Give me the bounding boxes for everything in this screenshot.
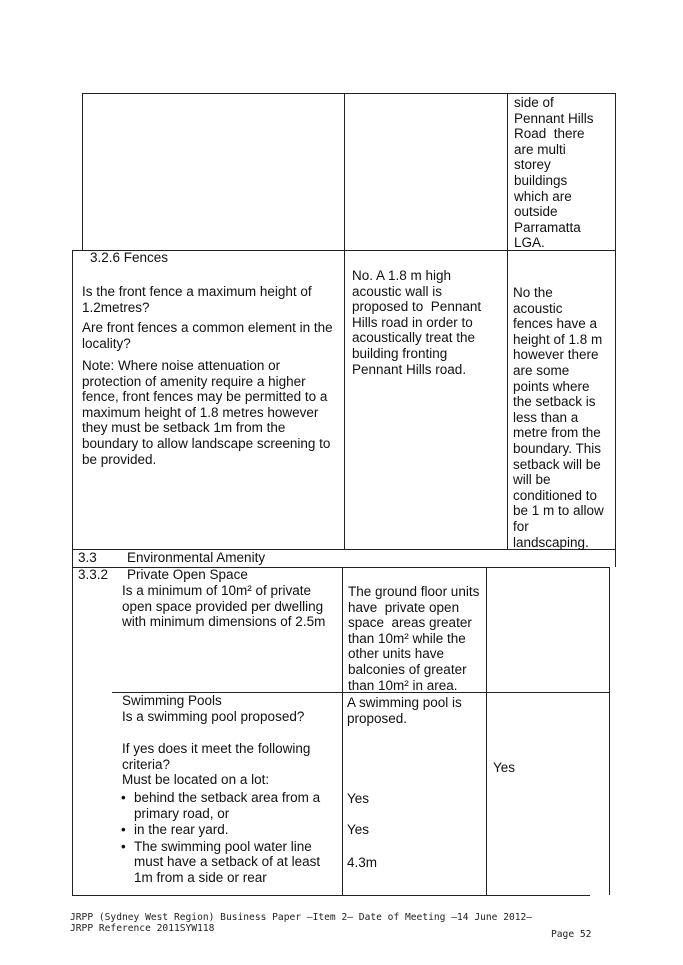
fences-question-height: [82, 284, 312, 315]
rule-right: [615, 93, 616, 567]
text-line: protection of amenity require a higher: [82, 373, 306, 389]
footer-business-paper: JRPP (Sydney West Region) Business Paper –Item 2– Date of Meeting –14 June 2012–: [70, 912, 533, 923]
fences-question-common: [82, 320, 333, 351]
text-line: storey: [514, 157, 551, 173]
text-line: height of 1.8 m: [513, 331, 603, 347]
fences-heading: 3.2.6 Fences: [90, 250, 169, 265]
text-line: Is a minimum of 10m² of private: [122, 583, 312, 598]
text-line: Pennant Hills road.: [352, 361, 467, 377]
pool-compliance: Yes: [493, 760, 516, 775]
text-line: Hills road in order to: [352, 314, 473, 330]
text-line: Are front fences a common element in the: [82, 320, 333, 335]
text-line: buildings: [514, 172, 568, 188]
rule-top: [82, 93, 616, 94]
text-line: for: [513, 518, 529, 534]
rule-bottom: [72, 895, 590, 896]
text-line: Note: Where noise attenuation or: [82, 358, 281, 373]
rule-left-top: [82, 93, 83, 250]
text-line: less than a: [513, 409, 579, 425]
text-line: Pennant Hills: [514, 110, 594, 126]
text-line: than 10m² while the: [348, 630, 466, 646]
footer-reference: JRPP Reference 2011SYW118: [70, 923, 215, 934]
pool-criteria: [122, 741, 310, 788]
text-line: criteria?: [122, 756, 171, 772]
pool-question: Is a swimming pool proposed?: [122, 709, 305, 724]
text-line: • The swimming pool water line: [134, 838, 312, 854]
text-line: space areas greater: [348, 615, 472, 631]
text-line: than 10m² in area.: [348, 677, 458, 693]
rule-col2: [344, 93, 345, 549]
text-line: Road there: [514, 126, 585, 142]
text-line: will be: [513, 472, 551, 488]
text-line: No. A 1.8 m high: [352, 268, 452, 283]
text-line: landscaping.: [513, 534, 589, 550]
continuation-compliance: [514, 95, 594, 251]
text-line: acoustic wall is: [352, 283, 443, 299]
text-line: primary road, or: [134, 805, 230, 821]
text-line: conditioned to: [513, 487, 598, 503]
pos-control: [122, 583, 325, 630]
rule-left: [72, 250, 73, 692]
text-line: be 1 m to allow: [513, 503, 604, 519]
text-line: building fronting: [352, 345, 448, 361]
text-line: are some: [513, 362, 570, 378]
text-line: have private open: [348, 599, 460, 615]
text-line: are multi: [514, 141, 566, 157]
text-line: A swimming pool is: [347, 695, 462, 710]
text-line: acoustic: [513, 300, 563, 316]
text-line: 1m from a side or rear: [134, 869, 267, 885]
rule-right-b: [609, 567, 610, 895]
text-line: proposed to Pennant: [352, 299, 482, 315]
list-item: [119, 839, 320, 886]
text-line: • behind the setback area from a: [134, 790, 321, 805]
fences-compliance: [513, 285, 604, 550]
text-line: If yes does it meet the following: [122, 741, 311, 756]
list-item: [119, 790, 320, 821]
text-line: Must be located on a lot:: [122, 772, 270, 788]
text-line: fences have a: [513, 316, 598, 332]
text-line: must have a setback of at least: [134, 854, 321, 870]
text-line: they must be setback 1m from the: [82, 420, 286, 436]
text-line: The ground floor units: [348, 584, 480, 599]
text-line: be provided.: [82, 451, 157, 467]
rule-col3: [507, 93, 508, 549]
text-line: metre from the: [513, 425, 601, 441]
rule-col3b: [486, 567, 487, 895]
text-line: outside: [514, 204, 558, 220]
pool-heading: Swimming Pools: [122, 693, 222, 708]
list-item: [119, 822, 320, 838]
pool-answer-rear-yard: Yes: [347, 822, 370, 837]
text-line: acoustically treat the: [352, 330, 476, 346]
text-line: open space provided per dwelling: [122, 598, 324, 614]
text-line: maximum height of 1.8 metres however: [82, 404, 319, 420]
text-line: No the: [513, 285, 553, 300]
text-line: balconies of greater: [348, 661, 467, 677]
text-line: which are: [514, 188, 572, 204]
text-line: points where: [513, 378, 590, 394]
pos-proposal: [348, 584, 479, 693]
text-line: LGA.: [514, 235, 545, 251]
pool-proposal: [347, 695, 462, 726]
page-number: Page 52: [551, 929, 592, 940]
pos-number: 3.3.2: [78, 567, 109, 582]
text-line: other units have: [348, 646, 445, 662]
rule-col2b: [342, 567, 343, 895]
text-line: locality?: [82, 335, 131, 351]
text-line: • in the rear yard.: [134, 822, 229, 838]
pool-answer-setback-area: Yes: [347, 791, 370, 806]
pool-criteria-list: [119, 790, 320, 886]
fences-proposal: [352, 268, 481, 377]
text-line: proposed.: [347, 710, 408, 726]
text-line: boundary. This: [513, 440, 602, 456]
text-line: side of: [514, 95, 554, 110]
text-line: boundary to allow landscape screening to: [82, 435, 331, 451]
pool-answer-waterline: 4.3m: [347, 855, 378, 870]
text-line: Is the front fence a maximum height of: [82, 284, 312, 299]
text-line: fence, front fences may be permitted to a: [82, 389, 328, 405]
text-line: the setback is: [513, 394, 596, 410]
rule-left-pool: [72, 692, 73, 895]
env-heading: Environmental Amenity: [127, 550, 266, 565]
text-line: setback will be: [513, 456, 601, 472]
text-line: with minimum dimensions of 2.5m: [122, 614, 326, 630]
text-line: 1.2metres?: [82, 299, 150, 315]
fences-note: [82, 358, 330, 467]
text-line: however there: [513, 347, 599, 363]
env-number: 3.3: [78, 550, 97, 565]
text-line: Parramatta: [514, 219, 581, 235]
pos-heading: Private Open Space: [127, 567, 248, 582]
